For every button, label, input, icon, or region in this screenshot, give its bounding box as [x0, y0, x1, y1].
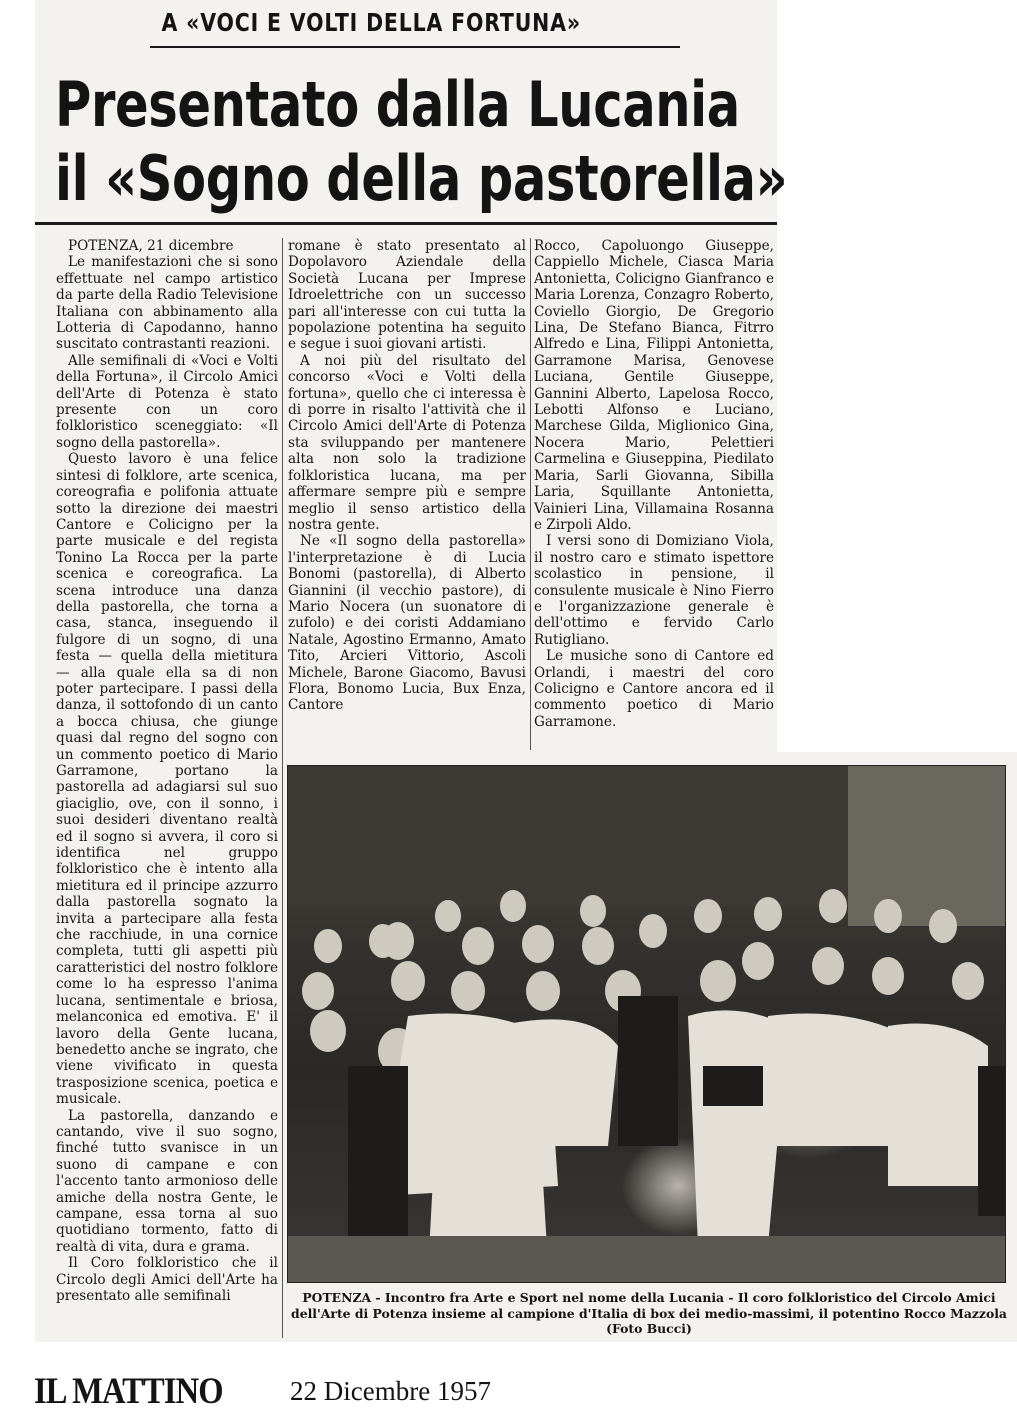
paragraph: Le musiche sono di Cantore ed Orlandi, i maestri del coro Colicigno e Cantore ancora ed il commento poetico di Mario Garramone.	[534, 648, 774, 730]
paragraph: Le manifestazioni che si sono effettuate nel campo artistico da parte della Radio Televisione Italiana con abbinamento alla Lotteria di Capodanno, hanno suscitato contrastanti reazioni.	[56, 254, 278, 353]
paragraph: Questo lavoro è una felice sintesi di folklore, arte scenica, coreografia e polifonia attuate sotto la direzione dei maestri Cantore e Colicigno per la parte musicale e del regista Tonino La Rocca per la parte scenica e coreografica. La scena introduce una danza della pastorella, che torna a casa, stanca, inseguendo il fulgore di un sogno, di una festa — quella della mietitura — alla quale ella sa di non poter partecipare. I passi della danza, il sottofondo di un canto a bocca chiusa, che giunge quasi dal regno del sogno con un commento poetico di Mario Garramone, portano la pastorella ad adagiarsi sul suo giaciglio, ove, con il sonno, i suoi desideri diventano realtà ed il sogno si avvera, il coro si identifica nel gruppo folkloristico che è intento alla mietitura ed il principe azzurro dalla pastorella sognato la invita a partecipare alla festa che racchiude, in una cornice completa, tutti gli aspetti più caratteristici del nostro folklore come lo ha espresso l'anima lucana, sentimentale e briosa, melanconica ed emotiva. E' il lavoro della Gente lucana, benedetto anche se ingrato, che viene vivificato in questa trasposizione scenica, poetica e musicale.	[56, 451, 278, 1108]
group-photo-figures	[288, 766, 1006, 1283]
column-divider	[282, 238, 283, 1338]
headline-line-1: Presentato dalla Lucania	[55, 68, 740, 141]
paragraph: Rocco, Capoluongo Giuseppe, Cappiello Michele, Ciasca Maria Antonietta, Colicigno Gianfranco e Maria Lorenza, Conzagro Roberto, Coviello Giorgio, De Gregorio Lina, De Stefano Bianca, Fitrro Alfredo e Lina, Filippi Antonietta, Garramone Marisa, Genovese Luciana, Gentile Giuseppe, Gannini Alberto, Lapelosa Rocco, Lebotti Alfonso e Luciano, Marchese Gilda, Miglionico Gina, Nocera Mario, Pelettieri Carmelina e Giuseppina, Piedilato Maria, Sarli Giovanna, Sibilla Laria, Squillante Antonietta, Vainieri Lina, Villamaina Rosanna e Zirpoli Aldo.	[534, 238, 774, 533]
group-photo	[287, 765, 1006, 1283]
kicker-rule	[150, 46, 680, 48]
paragraph: Ne «Il sogno della pastorella» l'interpretazione è di Lucia Bonomi (pastorella), di Alberto Giannini (il vecchio pastore), di Mario Nocera (un suonatore di zufolo) e dei coristi Addamiano Natale, Agostino Ermanno, Amato Tito, Arcieri Vittorio, Ascoli Michele, Barone Giacomo, Bavusi Flora, Bonomo Lucia, Bux Enza, Cantore	[288, 533, 526, 714]
paragraph: A noi più del risultato del concorso «Voci e Volti della fortuna», quello che ci interessa è di porre in risalto l'attività che il Circolo Amici dell'Arte di Potenza sta sviluppando per mantenere alta non solo la tradizione folkloristica lucana, ma per affermare sempre più e sempre meglio il senso artistico della nostra gente.	[288, 352, 526, 533]
paragraph: romane è stato presentato al Dopolavoro Aziendale della Società Lucana per Imprese Idroelettriche con un successo pari all'interesse con cui tutta la popolazione potentina ha seguito e segue i suoi giovani artisti.	[288, 238, 526, 353]
paragraph: I versi sono di Domiziano Viola, il nostro caro e stimato ispettore scolastico in pensione, il consulente musicale è Nino Fierro e l'organizzazione generale è dell'ottimo e fervido Carlo Rutigliano.	[534, 533, 774, 648]
paragraph: Il Coro folkloristico che il Circolo degli Amici dell'Arte ha presentato alle semifinali	[56, 1255, 278, 1304]
headline-rule	[35, 222, 777, 225]
column-divider	[530, 238, 531, 750]
headline	[55, 68, 788, 216]
kicker: A «VOCI E VOLTI DELLA FORTUNA»	[161, 8, 581, 37]
paragraph: Alle semifinali di «Voci e Volti della Fortuna», il Circolo Amici dell'Arte di Potenza è stato presente con un coro folkloristico sceneggiato: «Il sogno della pastorella».	[56, 352, 278, 451]
dateline: POTENZA, 21 dicembre	[68, 238, 234, 254]
article-column-3	[534, 238, 774, 750]
headline-line-2: il «Sogno della pastorella»	[55, 142, 788, 215]
publication-date: 22 Dicembre 1957	[290, 1376, 491, 1406]
photo-caption: POTENZA - Incontro fra Arte e Sport nel nome della Lucania - Il coro folkloristico del Circolo Amici dell'Arte di Potenza insieme al campione d'Italia di box dei medio-massimi, il potentino Rocco Mazzola (Foto Bucci)	[291, 1290, 1007, 1336]
newspaper-name: IL MATTINO	[34, 1371, 223, 1412]
article-column-1	[56, 238, 278, 1338]
paragraph: La pastorella, danzando e cantando, vive il suo sogno, finché tutto svanisce in un suono di campane e con l'accento tanto armonioso delle amiche della nostra Gente, le campane, essa torna al suo quotidiano tormento, fatto di realtà di vita, dura e grama.	[56, 1107, 278, 1255]
article-column-2	[288, 238, 526, 750]
